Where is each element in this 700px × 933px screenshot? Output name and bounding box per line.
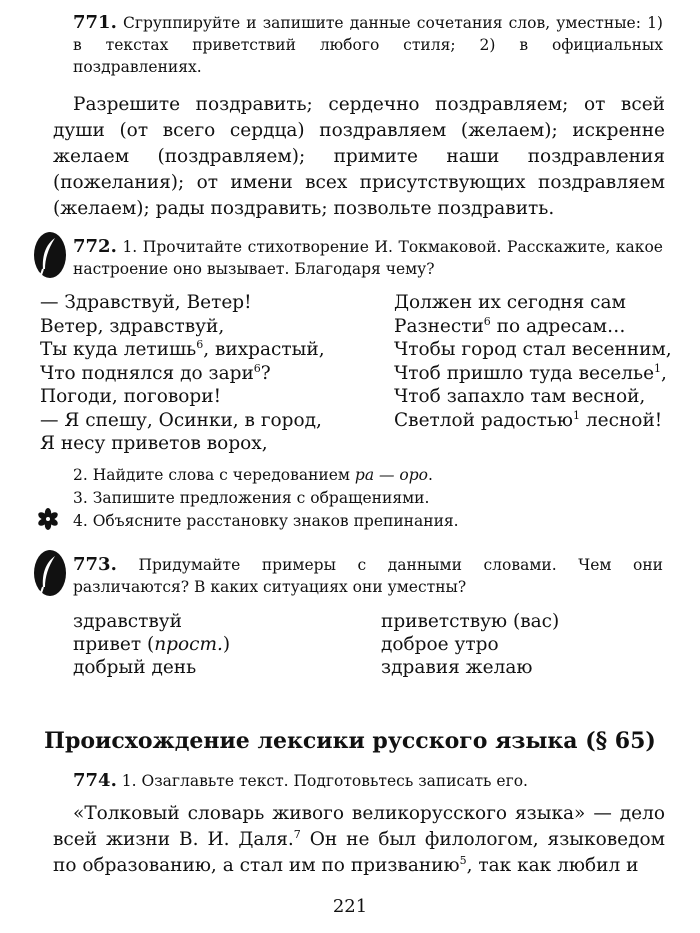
task-774-text: «Толковый словарь живого великорусского языка» — дело всей жизни В. И. Даля.$^7$ Он не был филологом, языковедом по образованию, а стал им по призванию$^5$, так как любил и: [53, 803, 665, 876]
poem-line: Я несу приветов ворох,: [40, 433, 268, 454]
subtask-2: 2. Найдите слова с чередованием ра — оро.: [73, 466, 433, 484]
word-item: доброе утро: [381, 634, 499, 655]
task-771-text: Разрешите поздравить; сердечно поздравляем; от всей души (от всего сердца) поздравляем (желаем); искренне желаем (поздравляем); примите наши поздравления (пожелания); от имени всех присутствующих поздравляем (желаем); рады поздравить; позвольте поздравить.: [53, 94, 665, 219]
poem-line: — Я спешу, Осинки, в город,: [40, 409, 322, 431]
task-number: 772.: [73, 236, 117, 257]
subtask-4: 4. Объясните расстановку знаков препинания.: [73, 512, 459, 530]
task-772-instruction: [73, 236, 663, 280]
word-item: приветствую (вас): [381, 611, 560, 632]
task-772-subtasks: [73, 464, 459, 533]
task-774-instruction: [73, 770, 663, 792]
word-item: здравствуй: [73, 611, 182, 632]
poem-line: Ветер, здравствуй,: [40, 315, 225, 337]
poem-line: Разнести$^6$ по адресам…: [394, 314, 626, 337]
poem-line: Ты куда летишь$^6$, вихрастый,: [40, 337, 325, 360]
instruction-text: 1. Прочитайте стихотворение И. Токмаковой. Расскажите, какое настроение оно вызывает. Благодаря чему?: [73, 238, 663, 278]
task-773-instruction: [73, 554, 663, 598]
poem-line: Чтоб пришло туда веселье$^1$,: [394, 361, 667, 384]
quill-in-oval-icon: [33, 231, 67, 279]
words-right-column: [381, 610, 559, 679]
task-number: 774.: [73, 770, 117, 791]
flower-asterisk-icon: [36, 508, 60, 530]
task-771-instruction: [73, 12, 663, 78]
poem-line: Чтобы город стал весенним,: [394, 339, 672, 360]
task-number: 773.: [73, 554, 117, 575]
instruction-text: Сгруппируйте и запишите данные сочетания слов, уместные: 1) в текстах приветствий любого стиля; 2) в официальных поздравлениях.: [73, 14, 663, 76]
subtask-3: 3. Запишите предложения с обращениями.: [73, 489, 430, 507]
poem-line: Светлой радостью$^1$ лесной!: [394, 408, 663, 431]
poem-line: Должен их сегодня сам: [394, 292, 626, 313]
poem-left-column: [40, 291, 325, 456]
page-number: 221: [332, 896, 368, 917]
poem-line: Что поднялся до зари$^6$?: [40, 361, 271, 384]
poem-line: Чтоб запахло там весной,: [394, 386, 646, 407]
word-item: привет (прост.): [73, 634, 231, 655]
task-number: 771.: [73, 12, 117, 33]
poem-line: Погоди, поговори!: [40, 386, 222, 407]
word-item: здравия желаю: [381, 657, 533, 678]
poem-line: — Здравствуй, Ветер!: [40, 292, 252, 313]
words-left-column: [73, 610, 230, 679]
word-item: добрый день: [73, 657, 197, 678]
instruction-text: Придумайте примеры с данными словами. Чем они различаются? В каких ситуациях они уместны?: [73, 556, 663, 596]
poem-right-column: [394, 291, 672, 432]
quill-in-oval-icon: [33, 549, 67, 597]
instruction-text: 1. Озаглавьте текст. Подготовьтесь записать его.: [121, 772, 528, 790]
section-heading: Происхождение лексики русского языка (§ 65): [44, 728, 656, 754]
